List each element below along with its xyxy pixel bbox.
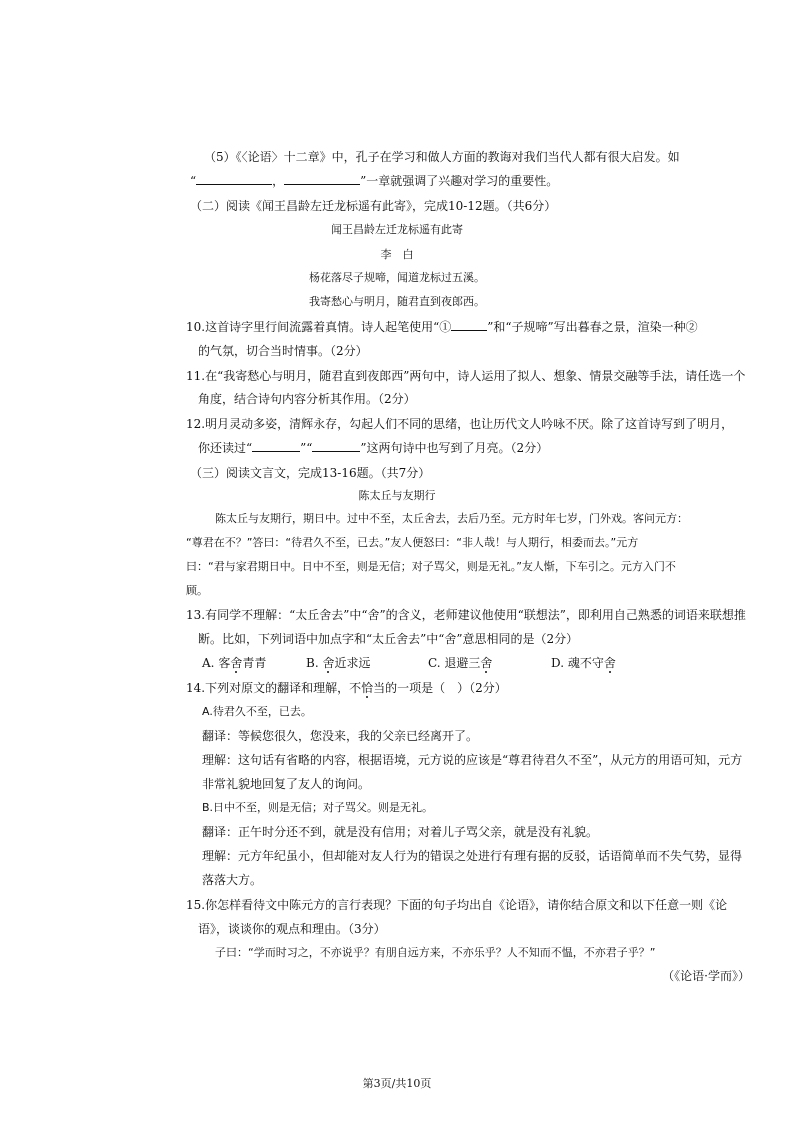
- q13-line1: 13.有同学不理解：“太丘舍去”中“舍”的含义，老师建议他使用“联想法”，即利用自己熟悉的词语来联想推: [186, 608, 746, 622]
- q10-part2: ”和“子规啼”写出暮春之景，渲染一种②: [487, 320, 698, 334]
- q10-line2: 的气氛，切合当时情事。（2分）: [198, 344, 368, 358]
- q5-line1: （5）《〈论语〉十二章》中，孔子在学习和做人方面的教诲对我们当代人都有很大启发。如: [204, 150, 680, 164]
- q13-line2: 断。比如，下列词语中加点字和“太丘舍去”中“舍”意思相同的是（2分）: [198, 632, 579, 646]
- poem-line-1: 杨花落尽子规啼，闻道龙标过五溪。: [309, 271, 485, 284]
- option-label: D.: [551, 656, 565, 670]
- q14-stem-emphasis: 不恰当: [349, 681, 386, 695]
- q12-part-b: ”“: [300, 441, 313, 455]
- q5-open-quote: “: [190, 174, 197, 188]
- passage-title: 陈太丘与友期行: [358, 489, 436, 502]
- section2-header: （二）阅读《闻王昌龄左迁龙标遥有此寄》，完成10-12题。（共6分）: [190, 199, 557, 213]
- q13-option-b[interactable]: [306, 655, 371, 671]
- dotted-char: 舍: [480, 656, 493, 670]
- q5-blank-1[interactable]: [196, 173, 272, 185]
- q14-b-translation: 翻译：正午时分还不到，就是没有信用；对着儿子骂父亲，就是没有礼貌。: [202, 825, 599, 839]
- q11-line2: 角度，结合诗句内容分析其作用。（2分）: [198, 392, 416, 406]
- q14-b-understanding-2: 落落大方。: [202, 873, 263, 887]
- q14-b-quote[interactable]: B.日中不至，则是无信；对子骂父。则是无礼。: [202, 801, 434, 814]
- q10-part1: 10.这首诗字里行间流露着真情。诗人起笔使用“①: [186, 320, 452, 334]
- section3-header: （三）阅读文言文，完成13-16题。（共7分）: [190, 466, 431, 480]
- q12-line2: [198, 440, 548, 456]
- q14-b-understanding-1: 理解：元方年纪虽小，但却能对友人行为的错误之处进行有理有据的反驳，话语简单而不失气势，显得: [202, 849, 743, 863]
- q15-line2: 语》，谈谈你的观点和理由。（3分）: [198, 922, 386, 936]
- poem-title: 闻王昌龄左迁龙标遥有此寄: [331, 223, 463, 236]
- q14-stem-b: 的一项是（ ）（2分）: [385, 681, 507, 695]
- q14-a-quote[interactable]: A.待君久不至，已去。: [202, 705, 312, 718]
- q12-part-a: 你还读过“: [198, 441, 253, 455]
- option-label: A.: [202, 656, 215, 670]
- q15-line1: 15.你怎样看待文中陈元方的言行表现？下面的句子均出自《论语》，请你结合原文和以下任意一则《论: [186, 898, 728, 912]
- option-label: C.: [428, 656, 441, 670]
- option-text: 魂不守: [567, 656, 604, 670]
- dotted-char: 舍: [230, 656, 243, 670]
- q10-blank-1[interactable]: [451, 319, 487, 331]
- option-text: 客: [218, 656, 231, 670]
- q14-stem: [186, 680, 507, 696]
- q5-line2-rest: ”一章就强调了兴趣对学习的重要性。: [360, 174, 559, 188]
- q12-blank-2[interactable]: [312, 440, 360, 452]
- q13-option-a[interactable]: [202, 655, 266, 671]
- q12-part-c: ”这两句诗中也写到了月亮。（2分）: [360, 441, 549, 455]
- q12-blank-1[interactable]: [252, 440, 300, 452]
- q5-comma: ，: [272, 174, 285, 188]
- q14-a-understanding-2: 非常礼貌地回复了友人的询问。: [202, 777, 371, 791]
- q13-option-d[interactable]: [551, 655, 616, 671]
- dotted-char: 舍: [603, 656, 616, 670]
- poem-author: 李 白: [380, 248, 414, 261]
- poem-line-2: 我寄愁心与明月，随君直到夜郎西。: [309, 295, 485, 308]
- dotted-char: 舍: [322, 656, 335, 670]
- option-text: 退避三: [444, 656, 481, 670]
- q15-source: （《论语·学而》）: [662, 969, 750, 983]
- q14-a-understanding-1: 理解：这句话有省略的内容，根据语境，元方说的应该是“尊君待君久不至”，从元方的用语可知，元方: [202, 753, 743, 767]
- passage-line-2: “尊君在不？”答曰：“待君久不至，已去。”友人便怒曰：“非人哉！与人期行，相委而去。”元方: [186, 536, 639, 549]
- option-text: 青青: [242, 656, 267, 670]
- q11-line1: 11.在“我寄愁心与明月，随君直到夜郎西”两句中，诗人运用了拟人、想象、情景交融等手法，请任选一个: [186, 369, 746, 383]
- q5-line2: [190, 173, 558, 189]
- q14-a-translation: 翻译：等候您很久，您没来，我的父亲已经离开了。: [202, 729, 479, 743]
- q10-line1: [186, 319, 698, 335]
- q15-quote: 子曰：“学而时习之，不亦说乎？有朋自远方来，不亦乐乎？人不知而不愠，不亦君子乎？”: [215, 946, 656, 959]
- q12-line1: 12.明月灵动多姿，清辉永存，勾起人们不同的思绪，也让历代文人吟咏不厌。除了这首诗写到了明月，: [186, 417, 734, 431]
- passage-line-3: 曰：“君与家君期日中。日中不至，则是无信；对子骂父，则是无礼。”友人惭，下车引之。元方入门不: [186, 560, 676, 573]
- q14-stem-a: 14.下列对原文的翻译和理解，: [186, 681, 350, 695]
- passage-line-1: 陈太丘与友期行，期日中。过中不至，太丘舍去，去后乃至。元方时年七岁，门外戏。客问元方：: [215, 512, 688, 525]
- passage-line-4: 顾。: [186, 584, 208, 597]
- page-number: 第3页/共10页: [362, 1077, 432, 1090]
- q13-option-c[interactable]: [428, 655, 492, 671]
- q5-blank-2[interactable]: [284, 173, 360, 185]
- option-label: B.: [306, 656, 319, 670]
- option-text: 近求远: [334, 656, 371, 670]
